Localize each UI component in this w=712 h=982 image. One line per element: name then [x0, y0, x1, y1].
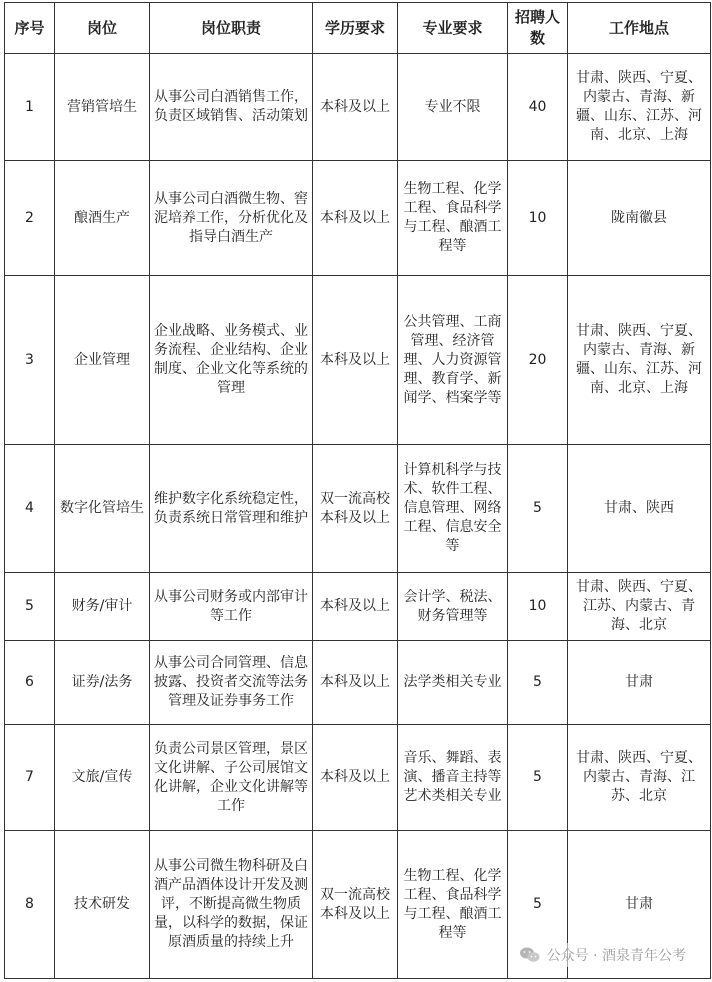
cell-post: 证券/法务 [55, 641, 150, 725]
cell-place: 甘肃、陕西、宁夏、内蒙古、青海、新疆、山东、江苏、河南、北京、上海 [568, 54, 711, 161]
cell-post: 酿酒生产 [55, 161, 150, 276]
cell-count: 5 [508, 641, 568, 725]
table-row [5, 161, 711, 276]
cell-edu: 本科及以上 [313, 641, 398, 725]
table-row [5, 725, 711, 831]
cell-place: 甘肃 [568, 641, 711, 725]
header-place: 工作地点 [568, 3, 711, 54]
wechat-icon [519, 946, 541, 964]
cell-count: 5 [508, 445, 568, 573]
watermark [515, 943, 690, 967]
cell-no: 3 [5, 276, 55, 445]
cell-edu: 本科及以上 [313, 725, 398, 831]
cell-post: 技术研发 [55, 831, 150, 979]
cell-post: 企业管理 [55, 276, 150, 445]
header-post: 岗位 [55, 3, 150, 54]
header-duty: 岗位职责 [150, 3, 313, 54]
cell-major: 公共管理、工商管理、经济管理、人力资源管理、教育学、新闻学、档案学等 [398, 276, 508, 445]
cell-count: 10 [508, 573, 568, 641]
header-no: 序号 [5, 3, 55, 54]
table-row [5, 573, 711, 641]
cell-edu: 双一流高校本科及以上 [313, 831, 398, 979]
cell-major: 生物工程、化学工程、食品科学与工程、酿酒工程等 [398, 831, 508, 979]
cell-edu: 本科及以上 [313, 573, 398, 641]
cell-count: 40 [508, 54, 568, 161]
watermark-text: 公众号 · 酒泉青年公考 [546, 948, 686, 964]
cell-place: 甘肃、陕西、宁夏、江苏、内蒙古、青海、北京 [568, 573, 711, 641]
header-major: 专业要求 [398, 3, 508, 54]
cell-place: 甘肃、陕西、宁夏、内蒙古、青海、新疆、山东、江苏、河南、北京、上海 [568, 276, 711, 445]
cell-place: 陇南徽县 [568, 161, 711, 276]
cell-post: 文旅/宣传 [55, 725, 150, 831]
cell-place: 甘肃、陕西、宁夏、内蒙古、青海、江苏、北京 [568, 725, 711, 831]
cell-count: 20 [508, 276, 568, 445]
cell-edu: 本科及以上 [313, 161, 398, 276]
cell-duty: 负责公司景区管理，景区文化讲解、子公司展馆文化讲解，企业文化讲解等工作 [150, 725, 313, 831]
cell-post: 营销管培生 [55, 54, 150, 161]
cell-no: 6 [5, 641, 55, 725]
table-row [5, 641, 711, 725]
cell-no: 1 [5, 54, 55, 161]
cell-major: 生物工程、化学工程、食品科学与工程、酿酒工程等 [398, 161, 508, 276]
header-row [5, 3, 711, 54]
recruitment-table [4, 2, 711, 979]
cell-major: 计算机科学与技术、软件工程、信息管理、网络工程、信息安全等 [398, 445, 508, 573]
cell-no: 8 [5, 831, 55, 979]
cell-major: 会计学、税法、财务管理等 [398, 573, 508, 641]
cell-duty: 从事公司白酒销售工作，负责区域销售、活动策划 [150, 54, 313, 161]
cell-count: 5 [508, 831, 568, 979]
table-row [5, 445, 711, 573]
cell-no: 5 [5, 573, 55, 641]
cell-edu: 本科及以上 [313, 276, 398, 445]
table-row [5, 54, 711, 161]
cell-duty: 从事公司合同管理、信息披露、投资者交流等法务管理及证券事务工作 [150, 641, 313, 725]
cell-place: 甘肃 [568, 831, 711, 979]
cell-major: 专业不限 [398, 54, 508, 161]
cell-post: 数字化管培生 [55, 445, 150, 573]
cell-duty: 从事公司微生物科研及白酒产品酒体设计开发及测评，不断提高微生物质量，以科学的数据，保证原酒质量的持续上升 [150, 831, 313, 979]
cell-no: 2 [5, 161, 55, 276]
cell-edu: 双一流高校本科及以上 [313, 445, 398, 573]
cell-no: 4 [5, 445, 55, 573]
cell-major: 法学类相关专业 [398, 641, 508, 725]
cell-duty: 维护数字化系统稳定性，负责系统日常管理和维护 [150, 445, 313, 573]
cell-duty: 企业战略、业务模式、业务流程、企业结构、企业制度、企业文化等系统的管理 [150, 276, 313, 445]
header-count: 招聘人数 [508, 3, 568, 54]
cell-no: 7 [5, 725, 55, 831]
cell-count: 10 [508, 161, 568, 276]
cell-place: 甘肃、陕西 [568, 445, 711, 573]
cell-count: 5 [508, 725, 568, 831]
header-edu: 学历要求 [313, 3, 398, 54]
cell-major: 音乐、舞蹈、表演、播音主持等艺术类相关专业 [398, 725, 508, 831]
table-row [5, 276, 711, 445]
cell-post: 财务/审计 [55, 573, 150, 641]
cell-edu: 本科及以上 [313, 54, 398, 161]
cell-duty: 从事公司财务或内部审计等工作 [150, 573, 313, 641]
cell-duty: 从事公司白酒微生物、窖泥培养工作，分析优化及指导白酒生产 [150, 161, 313, 276]
